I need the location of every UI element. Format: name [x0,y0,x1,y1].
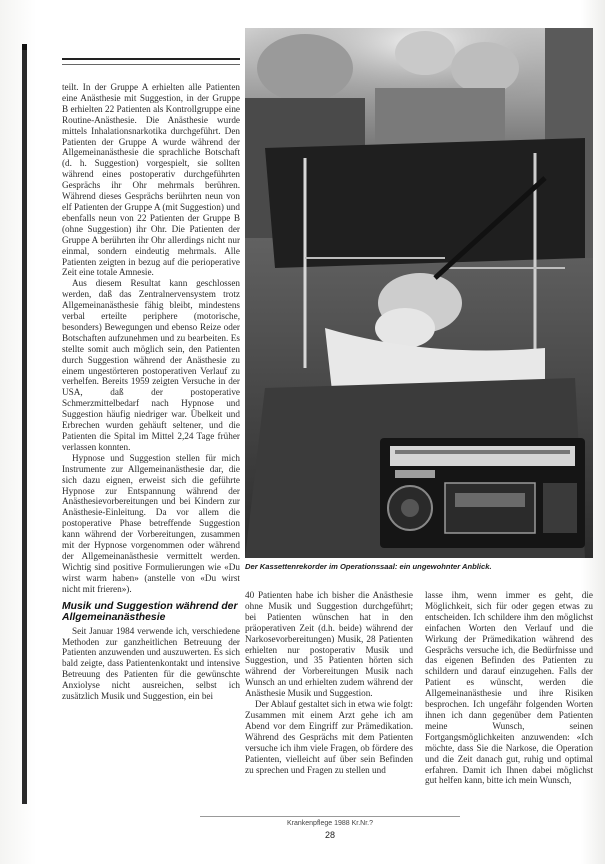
body-paragraph: Seit Januar 1984 verwende ich, verschiedene Methoden zur ganzheitlichen Betreuung der Patienten anzuwenden und auszuwerten. Es sich bald zeigte, dass Patientenkontakt und intensive Betreuung des Patienten für die gewünschte Anxiolyse nicht ausreichen, selbst ich zusätzlich Musik und Suggestion, ein bei [62,625,240,702]
column-top-rule-thin [62,64,240,65]
article-column-1 [62,82,240,852]
photo-caption: Der Kassettenrekorder im Operationssaal: ein ungewohnter Anblick. [245,562,492,571]
page-margin-bar-cap [22,44,27,50]
body-paragraph: Hypnose und Suggestion stellen für mich Instrumente zur Allgemeinanästhesie dar, die sich dazu eignen, erweist sich die geführte Hypnose zur Entspannung während der Anästhesievorbereitungen und bei Kindern zur Anästhesie-Einleitung. Da vor allem die postoperative Phase betreffende Suggestion kann während der Vorbereitungen, zusammen mit der Hypnose vorgenommen oder während der Allgemeinanästhesie vermittelt werden. Wichtig sind positive Formulierungen wie «Du wirst warm haben» (anstelle von «Du wirst nicht mit frieren»). [62,452,240,594]
page-number: 28 [324,830,335,840]
body-paragraph: lasse ihm, wenn immer es geht, die Möglichkeit, sich für oder gegen etwas zu entscheiden. Ich schildere ihm den möglichst einfachen Worten den Verlauf und die Wirkung der Prämedikation während des Gesprächs versuche ich, die Bedürfnisse und das eigenen Befinden des Patienten zu schildern und darauf einzugehen. Falls der Patient es wünscht, werden die Allgemeinanästhesie und ihre Risiken besprochen. Ich ungefähr folgenden Worten ihnen ich dann gegenüber dem Patienten meine Wunsch, seinen Fortgangsmöglichkeiten anzuwenden: «Ich möchte, dass Sie die Narkose, die Operation und die Zeit danach gut, ruhig und optimal erfahren. Damit ich Ihnen dabei möglichst gut helfen kann, bitte ich mein Wunsch, [425,590,593,786]
article-column-2 [245,590,413,852]
publication-folio: Krankenpflege 1988 Kr.Nr.? [286,820,373,827]
body-paragraph: Aus diesem Resultat kann geschlossen werden, daß das Zentralnervensystem trotz Allgemeinanästhesie fähig bleibt, mindestens verbal erteilte periphere (motorische, besonders) Bewegungen und ebenso Reize oder Botschaften aufzunehmen und zu bearbeiten. Es stellte somit auch möglich sein, den Patienten durch Suggestion während der Anästhesie zu einem ungestörteren postoperativen Verlauf zu verhelfen. Bereits 1959 zeigten Versuche in der USA, daß der postoperative Schmerzmittelbedarf nach Hypnose und Suggestion häufig niedriger war. Übelkeit und Erbrechen wurden gehäuft seltener, und die Patienten die Spital im Mittel 2,24 Tage früher verlassen konnten. [62,278,240,452]
body-paragraph: 40 Patienten habe ich bisher die Anästhesie ohne Musik und Suggestion durchgeführt; bei Patienten wünschen hat in den präoperativen Zeit (d.h. beide) während der Narkosevorbereitungen) Musik, 28 Patienten erhielten nur postoperativ Musik und Suggestion, und 35 Patienten hörten sich während der Vorbereitungen Musik nach Wunsch an und erhielten zudem während der Anästhesie Musik und Suggestion. [245,590,413,699]
body-paragraph: Der Ablauf gestaltet sich in etwa wie folgt: Zusammen mit einem Arzt gehe ich am Abend vor dem Eingriff zur Prämedikation. Während des Gesprächs mit dem Patienten versuche ich ihm viele Fragen, ob fördere des Patienten, vielleicht auf über sein Befinden zu sprechen und Fragen zu stellen und [245,699,413,775]
body-paragraph: teilt. In der Gruppe A erhielten alle Patienten eine Anästhesie mit Suggestion, in der Gruppe B erhielten 22 Patienten als Kontrollgruppe eine Routine-Anästhesie. Die Anästhesie wurde mittels Inhalationsnarkotika durchgeführt. Den Patienten der Gruppe A wurde während der Allgemeinanästhesie die sprachliche Botschaft (d. h. Suggestion) vorgespielt, sie sollten während eines postoperativ durchgeführten Gesprächs ihr Ohr mehrmals berühren. Während dieses Gesprächs berührten neun von elf Patienten der Gruppe A (mit Suggestion) und ebenfalls neun von 22 Patienten der Gruppe B (ohne Suggestion) ihr Ohr. Die Patienten der Gruppe A berührten ihr Ohr allerdings nicht nur einmal, sondern eindeutig mehrmals. Alle Patienten zeigten in bezug auf die perioperative Zeit eine totale Amnesie. [62,82,240,278]
article-column-3 [425,590,593,852]
page-margin-bar [22,44,27,804]
operating-room-photo [245,28,593,558]
section-heading: Musik und Suggestion während der Allgemeinanästhesie [62,600,238,624]
footer-rule [200,816,460,817]
column-top-rule [62,58,240,60]
